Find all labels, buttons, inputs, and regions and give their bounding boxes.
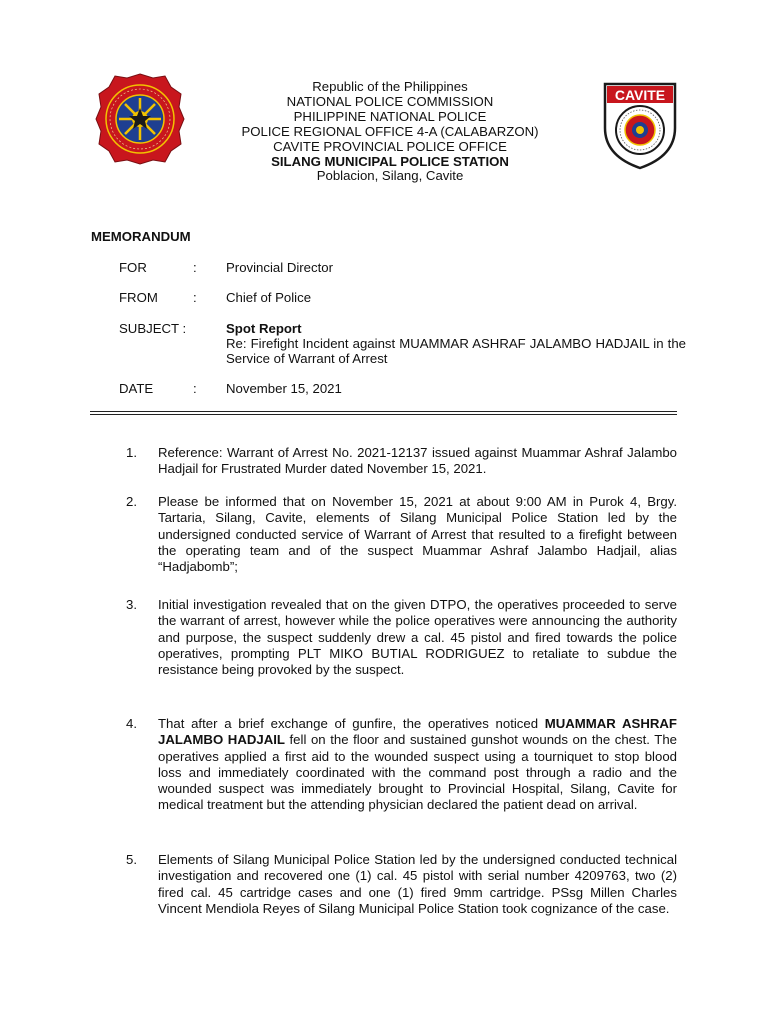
letterhead (190, 80, 590, 184)
header-republic: Republic of the Philippines (312, 79, 468, 94)
subject-label: SUBJECT : (119, 321, 187, 336)
subject-re: Re: Firefight Incident against MUAMMAR ASHRAF JALAMBO HADJAIL in the Service of Warrant of Arrest (226, 336, 686, 367)
cavite-ppo-badge-logo (601, 80, 679, 170)
header-pnp: PHILIPPINE NATIONAL POLICE (293, 108, 487, 124)
from-colon: : (193, 290, 197, 305)
header-station: SILANG MUNICIPAL POLICE STATION (271, 153, 509, 169)
header-napolcom: NATIONAL POLICE COMMISSION (286, 93, 494, 109)
from-label: FROM (119, 290, 158, 305)
cavite-banner-text: CAVITE (614, 87, 666, 103)
for-label: FOR (119, 260, 147, 275)
subject-title: Spot Report (226, 321, 302, 336)
pnp-seal-logo (95, 72, 185, 166)
paragraph-number: 3. (126, 597, 137, 612)
paragraph-number: 4. (126, 716, 137, 731)
date-label: DATE (119, 381, 154, 396)
paragraph-text (158, 716, 677, 814)
paragraph-number: 1. (126, 445, 137, 460)
memo-title: MEMORANDUM (91, 229, 191, 244)
date-value: November 15, 2021 (226, 381, 342, 396)
paragraph-text-lead: That after a brief exchange of gunfire, the operatives noticed (158, 716, 545, 731)
paragraph-number: 5. (126, 852, 137, 867)
for-value: Provincial Director (226, 260, 333, 275)
paragraph-text: Initial investigation revealed that on the given DTPO, the operatives proceeded to serve the warrant of arrest, however while the police operatives were announcing the authority and purpose, the suspect suddenly drew a cal. 45 pistol and fired towards the police operatives, prompting PLT MIKO BUTIAL RODRIGUEZ to retaliate to subdue the resistance being provoked by the suspect. (158, 597, 677, 678)
paragraph-text: Elements of Silang Municipal Police Station led by the undersigned conducted technical investigation and recovered one (1) cal. 45 pistol with serial number 4209763, two (2) fired cal. 45 cartridge cases and one (1) fired 9mm cartridge. PSsg Millen Charles Vincent Mendiola Reyes of Silang Municipal Police Station took cognizance of the case. (158, 852, 677, 916)
header-address: Poblacion, Silang, Cavite (316, 168, 464, 184)
header-regional-office: POLICE REGIONAL OFFICE 4-A (CALABARZON) (241, 123, 539, 139)
subject-value (226, 321, 686, 367)
date-colon: : (193, 381, 197, 396)
suspect-name-bold: MUAMMAR ASHRAF JALAMBO HADJAIL (158, 716, 677, 748)
paragraph-text: Please be informed that on November 15, 2021 at about 9:00 AM in Purok 4, Brgy. Tartaria, Silang, Cavite, elements of Silang Municipal Police Station led by the undersigned conducted service of Warrant of Arrest that resulted to a firefight between the operating team and of the suspect Muammar Ashraf Jalambo Hadjail, alias “Hadjabomb”; (158, 494, 677, 575)
from-value: Chief of Police (226, 290, 312, 305)
for-colon: : (193, 260, 197, 275)
paragraph-text-rest: fell on the floor and sustained gunshot wounds on the chest. The operatives applied a first aid to the wounded suspect using a tourniquet to stop blood loss and immediately coordinated with the command post through a radio and the wounded suspect was immediately brought to Provincial Hospital, Silang, Cavite for medical treatment but the attending physician declared the patient dead on arrival. (158, 732, 677, 813)
header-provincial-office: CAVITE PROVINCIAL POLICE OFFICE (273, 138, 507, 154)
paragraph-text: Reference: Warrant of Arrest No. 2021-12137 issued against Muammar Ashraf Jalambo Hadjail for Frustrated Murder dated November 15, 2021. (158, 445, 677, 477)
double-rule-bottom (90, 414, 677, 415)
paragraph-number: 2. (126, 494, 137, 509)
double-rule-top (90, 411, 677, 412)
